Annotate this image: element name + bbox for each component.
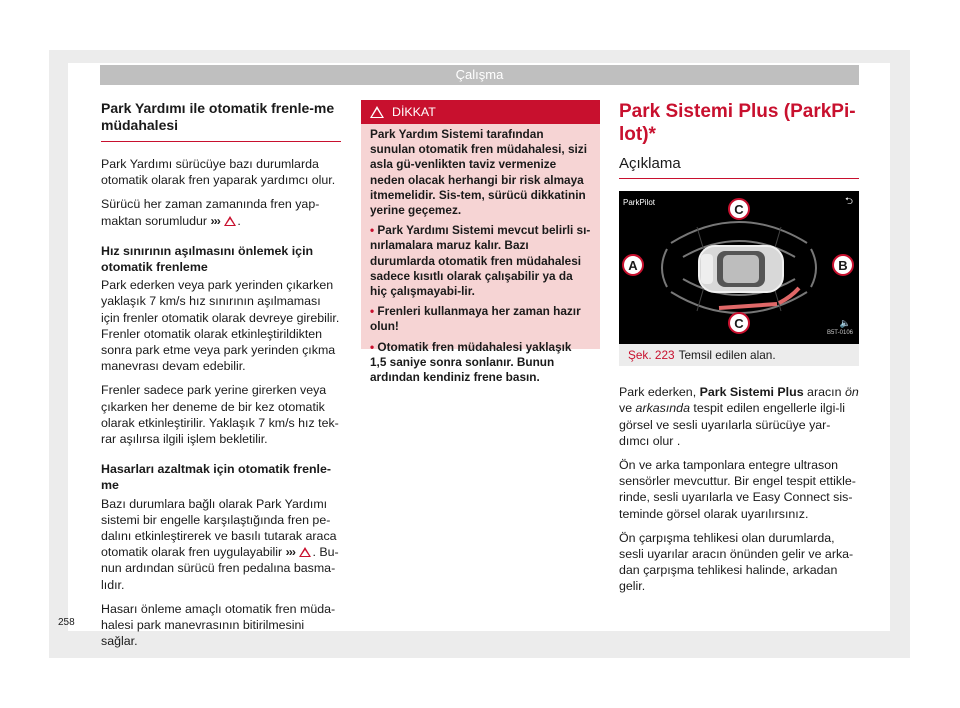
warning-bullet [370,340,591,386]
section-subtitle: Açıklama [619,156,859,179]
screen-title: ParkPilot [623,198,656,208]
marker-label: C [734,202,744,218]
paragraph-text: aracın [807,385,842,400]
marker-label: B [838,258,848,274]
paragraph-text: Park ederken, [619,385,697,400]
paragraph-end: . Bu-nun ardından sürücü fren pedalına basma-lıdır. [101,545,339,592]
warning-box [361,100,600,385]
right-column [619,100,859,603]
cross-reference-link[interactable]: ››› [210,213,220,228]
warning-body [361,124,600,385]
section-title: Park Yardımı ile otomatik frenle-me müdahalesi [101,100,341,142]
emphasis-term: ön [844,385,859,400]
car-top-view [699,246,783,292]
parkpilot-screen-image [619,191,859,344]
warning-bullet [370,304,591,334]
left-column [101,100,341,657]
bullet-icon: • [370,304,375,319]
paragraph: Park Yardımı sürücüye bazı durumlarda otomatik olarak fren yaparak yardımcı olur. [101,157,336,188]
paragraph [619,384,859,449]
paragraph: Ön çarpışma tehlikesi olan durumlarda, sesli uyarılar aracın önünden gelir ve arka-dan çarpışma tehlikesi halinde, arkadan gelir. [619,530,854,594]
paragraph-end: . [237,213,241,228]
figure-caption [619,344,859,363]
bullet-text: Park Yardımı Sistemi mevcut belirli sı-nırlamalara maruz kalır. Bazı durumlarda otomatik fren müdahalesi sadece kısıtlı olarak çalışabilir ya da hiç çalışmayabi-lir. [370,223,591,299]
figure-number: Şek. 223 [628,348,675,363]
paragraph-text: ve [619,401,633,416]
bullet-icon: • [370,223,375,238]
paragraph: Hasarı önleme amaçlı otomatik fren müda-halesi park manevrasının bitirilmesini sağlar. [101,601,336,649]
warning-icon [299,547,311,557]
zone-marker-b [833,255,853,275]
chapter-title: Park Sistemi Plus (ParkPi-lot)* [619,101,856,145]
warning-label: DİKKAT [392,105,436,119]
paragraph-text: Bazı durumlara bağlı olarak Park Yardımı sistemi bir engelle karşılaştığında fren pe-dalını etkinleştirerek ve basılı tutarak araca otomatik olarak fren uygulayabilir [101,496,337,560]
back-arrow-icon[interactable]: ⮌ [844,196,853,208]
paragraph: Park ederken veya park yerinden çıkarken yaklaşık 7 km/s hız sınırının aşılmaması için frenler otomatik olarak devreye girebilir. Frenler otomatik olarak etkinleştirildikten sonra park etme veya park yerinden çıkma manevrası devam edebilir. [101,278,340,374]
paragraph [101,196,341,228]
warning-header [361,100,600,124]
bullet-icon: • [370,339,375,354]
figure [619,191,859,366]
subheading: Hız sınırının aşılmasını önlemek için otomatik frenleme [101,243,314,275]
zone-marker-c-bottom [729,313,749,333]
bold-term: Park Sistemi Plus [699,385,804,400]
warning-triangle-icon [370,106,384,118]
marker-label: A [628,258,638,274]
cross-reference-link[interactable]: ››› [285,545,295,560]
marker-label: C [734,316,744,332]
warning-text: Park Yardım Sistemi tarafından sunulan otomatik fren müdahalesi, sizi asla gü-venlikten taviz vermenize neden olacak herhangi bir risk almaya itmemelidir. Sis-tem, sürücü dikkatinin yerine geçemez. [370,127,587,218]
chapter-header: Çalışma [100,65,859,85]
bullet-text: Frenleri kullanmaya her zaman hazır olun! [370,304,581,334]
zone-marker-c-top [729,199,749,219]
image-code: B5T-0106 [826,330,853,336]
paragraph [101,496,341,593]
speaker-mute-icon[interactable]: 🔈 [839,318,851,328]
paragraph: Ön ve arka tamponlara entegre ultrason sensörler mevcuttur. Bir engel tespit ettikle-rinde, sesli uyarılarla ve Easy Connect sis-teminde görsel olarak uyarılırsınız. [619,458,856,521]
figure-caption-text: Temsil edilen alan. [678,348,776,363]
paragraph: Frenler sadece park yerine girerken veya çıkarken her deneme de bir kez otomatik olarak etkinleştirilir. Yaklaşık 7 km/s hız tek-rar aşılırsa ilgili işlem bekletilir. [101,383,339,447]
bullet-text: Otomatik fren müdahalesi yaklaşık 1,5 saniye sonra sonlanır. Bunun ardından kendiniz frene basın. [370,339,572,385]
warning-bullet [370,223,591,299]
emphasis-term: arkasında [635,401,690,416]
subheading: Hasarları azaltmak için otomatik frenle-me [101,462,332,493]
parkpilot-illustration [619,191,859,344]
zone-marker-a [623,255,643,275]
page-number: 258 [58,617,75,628]
paragraph-text: Sürücü her zaman zamanında fren yap-maktan sorumludur [101,197,320,228]
paragraph-text: tespit edilen engellerle ilgi-li görsel ve sesli uyarılarla sürücüye yar-dımcı olur . [619,401,845,448]
warning-icon [224,216,236,226]
